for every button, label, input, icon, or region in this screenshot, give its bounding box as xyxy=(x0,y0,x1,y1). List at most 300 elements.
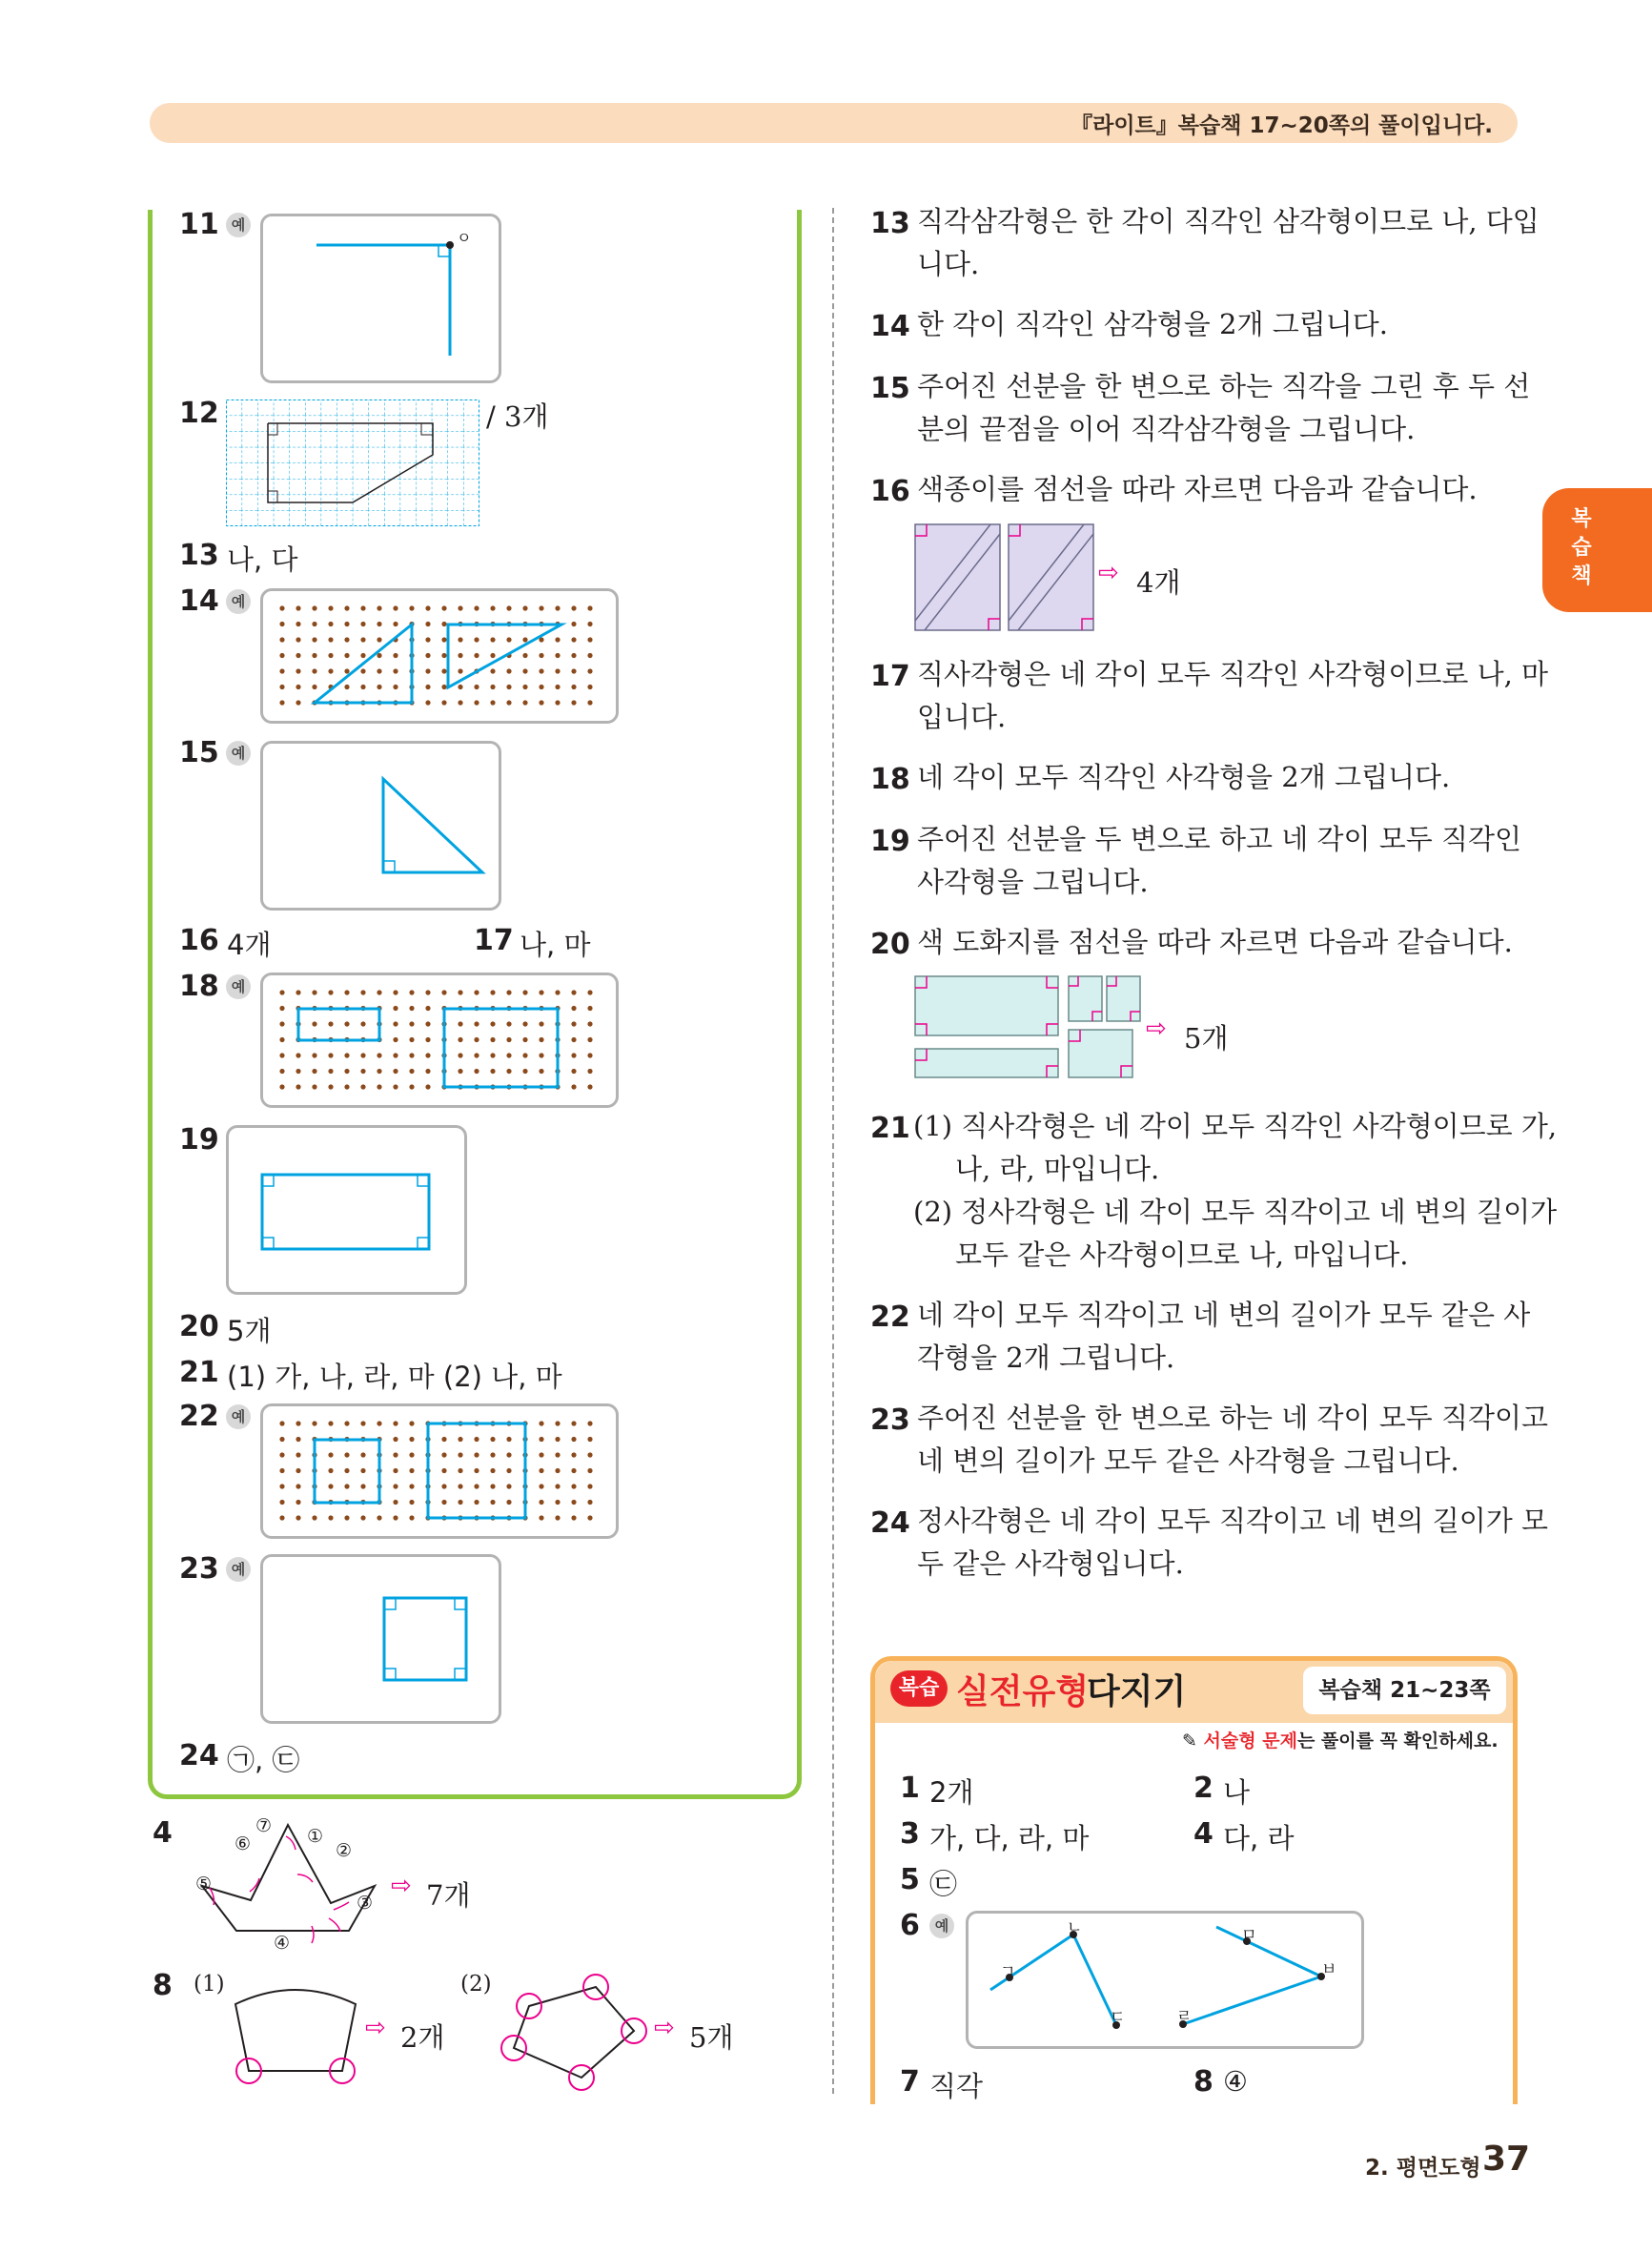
peg-dot xyxy=(377,990,381,994)
peg-dot xyxy=(587,605,592,610)
peg-dot xyxy=(409,1006,414,1011)
peg-dot xyxy=(344,1484,349,1488)
r24-line1: 정사각형은 네 각이 모두 직각이고 네 변의 길이가 모 xyxy=(917,1505,1549,1537)
peg-dot xyxy=(360,685,365,689)
side-tab-label: 복습책 xyxy=(1571,507,1592,588)
peg-dot xyxy=(425,1037,430,1042)
peg-dot xyxy=(571,1421,576,1425)
peg-dot xyxy=(409,1515,414,1520)
peg-dot xyxy=(393,1468,398,1473)
peg-dot xyxy=(360,622,365,626)
peg-dot xyxy=(555,1500,560,1505)
peg-dot xyxy=(587,1021,592,1026)
example-badge: 예 xyxy=(226,974,251,999)
peg-dot xyxy=(393,1053,398,1057)
peg-dot xyxy=(296,1515,300,1520)
peg-dot xyxy=(587,1006,592,1011)
peg-dot xyxy=(506,1452,511,1457)
r17-line2: 입니다. xyxy=(917,701,1007,733)
arrow-icon: ⇨ xyxy=(365,2014,386,2042)
peg-dot xyxy=(328,1484,333,1488)
peg-dot xyxy=(539,1468,543,1473)
peg-dot xyxy=(312,1021,316,1026)
peg-dot xyxy=(279,1084,284,1089)
peg-dot xyxy=(490,668,495,673)
peg-dot xyxy=(539,1053,543,1057)
peg-dot xyxy=(425,1021,430,1026)
review-title-main: 실전유형 xyxy=(956,1672,1090,1711)
peg-dot xyxy=(393,1452,398,1457)
peg-dot xyxy=(474,990,479,994)
peg-dot xyxy=(296,1084,300,1089)
peg-dot xyxy=(587,990,592,994)
r13-number: 13 xyxy=(870,207,910,240)
q23-square xyxy=(263,1557,499,1721)
peg-dot xyxy=(474,605,479,610)
peg-dot xyxy=(312,1053,316,1057)
peg-dot xyxy=(328,622,333,626)
rv-item-answer: 가, 다, 라, 마 xyxy=(929,1822,1090,1854)
peg-dot xyxy=(506,990,511,994)
peg-dot xyxy=(587,1437,592,1442)
peg-dot xyxy=(393,605,398,610)
peg-dot xyxy=(425,685,430,689)
peg-dot xyxy=(587,1500,592,1505)
peg-dot xyxy=(279,990,284,994)
peg-dot xyxy=(425,1006,430,1011)
rv-item-number: 8 xyxy=(1193,2065,1214,2099)
example-badge: 예 xyxy=(226,1404,251,1429)
q4-label-4: ④ xyxy=(274,1933,291,1954)
peg-dot xyxy=(571,1006,576,1011)
peg-dot xyxy=(360,1053,365,1057)
peg-dot xyxy=(571,1452,576,1457)
r22-line2: 각형을 2개 그립니다. xyxy=(917,1342,1175,1374)
q8-number: 8 xyxy=(153,1969,173,2002)
peg-dot xyxy=(587,685,592,689)
peg-dot xyxy=(425,700,430,705)
q17-answer: 나, 마 xyxy=(520,929,591,961)
r23-number: 23 xyxy=(870,1403,910,1437)
peg-dot xyxy=(279,668,284,673)
peg-dot xyxy=(539,990,543,994)
peg-dot xyxy=(360,668,365,673)
peg-dot xyxy=(312,1515,316,1520)
peg-dot xyxy=(377,1515,381,1520)
peg-dot xyxy=(393,1515,398,1520)
r16-cut-paper-figure xyxy=(913,522,1096,632)
peg-dot xyxy=(409,1084,414,1089)
peg-dot xyxy=(279,1500,284,1505)
peg-dot xyxy=(506,1484,511,1488)
peg-dot xyxy=(393,1437,398,1442)
peg-dot xyxy=(474,1500,479,1505)
peg-dot xyxy=(522,637,527,642)
peg-dot xyxy=(393,622,398,626)
peg-dot xyxy=(506,1468,511,1473)
peg-dot xyxy=(279,1515,284,1520)
rv-item-number: 3 xyxy=(900,1817,920,1851)
peg-dot xyxy=(360,1084,365,1089)
q22-pegs xyxy=(279,1421,592,1520)
peg-dot xyxy=(506,1437,511,1442)
peg-dot xyxy=(555,1421,560,1425)
q4-label-5: ⑤ xyxy=(195,1874,213,1895)
peg-dot xyxy=(571,668,576,673)
peg-dot xyxy=(409,605,414,610)
peg-dot xyxy=(328,1069,333,1074)
peg-dot xyxy=(377,622,381,626)
peg-dot xyxy=(571,685,576,689)
q22-pegboard xyxy=(260,1403,619,1539)
peg-dot xyxy=(296,622,300,626)
review-note xyxy=(1182,1727,1499,1752)
peg-dot xyxy=(393,668,398,673)
q19-rectangle xyxy=(229,1128,464,1292)
peg-dot xyxy=(312,653,316,658)
q16-number: 16 xyxy=(179,924,219,957)
peg-dot xyxy=(328,1053,333,1057)
peg-dot xyxy=(587,1515,592,1520)
peg-dot xyxy=(490,653,495,658)
rv-item-answer: 나 xyxy=(1223,1776,1251,1809)
peg-dot xyxy=(279,1037,284,1042)
q18-number: 18 xyxy=(179,970,219,1003)
peg-dot xyxy=(279,605,284,610)
peg-dot xyxy=(441,653,446,658)
peg-dot xyxy=(344,1069,349,1074)
peg-dot xyxy=(506,1053,511,1057)
peg-dot xyxy=(490,1437,495,1442)
peg-dot xyxy=(393,1006,398,1011)
peg-dot xyxy=(571,605,576,610)
q8-part2-figure xyxy=(491,1966,653,2099)
peg-dot xyxy=(328,637,333,642)
rv-q6-label: ㅂ xyxy=(1321,1960,1337,1979)
review-pages: 복습책 21~23쪽 xyxy=(1303,1667,1506,1714)
peg-dot xyxy=(328,605,333,610)
peg-dot xyxy=(360,990,365,994)
q15-figure xyxy=(260,741,501,911)
peg-dot xyxy=(328,1084,333,1089)
peg-dot xyxy=(490,1053,495,1057)
peg-dot xyxy=(458,1053,462,1057)
r24-number: 24 xyxy=(870,1506,910,1540)
peg-dot xyxy=(522,685,527,689)
peg-dot xyxy=(360,1515,365,1520)
r16-line1: 색종이를 점선을 따라 자르면 다음과 같습니다. xyxy=(917,473,1478,505)
rv-q6-label: ㅁ xyxy=(1241,1926,1257,1945)
peg-dot xyxy=(296,668,300,673)
peg-dot xyxy=(587,622,592,626)
q4-label-3: ③ xyxy=(357,1893,374,1914)
peg-dot xyxy=(555,1452,560,1457)
peg-dot xyxy=(506,605,511,610)
peg-dot xyxy=(377,637,381,642)
footer-chapter: 2. 평면도형 xyxy=(1365,2156,1481,2181)
r19-line2: 사각형을 그립니다. xyxy=(917,866,1149,898)
peg-dot xyxy=(344,622,349,626)
peg-dot xyxy=(296,1500,300,1505)
q21-answer: (1) 가, 나, 라, 마 (2) 나, 마 xyxy=(227,1361,562,1393)
peg-dot xyxy=(555,668,560,673)
peg-dot xyxy=(587,1069,592,1074)
peg-dot xyxy=(441,990,446,994)
peg-dot xyxy=(328,1468,333,1473)
rv-item-answer: ④ xyxy=(1223,2065,1248,2098)
review-note-text: 는 풀이를 꼭 확인하세요. xyxy=(1296,1731,1499,1751)
peg-dot xyxy=(441,700,446,705)
peg-dot xyxy=(296,700,300,705)
rv-q6-label: ㄹ xyxy=(1176,2007,1193,2026)
rv-item-number: 4 xyxy=(1193,1817,1214,1851)
arrow-icon: ⇨ xyxy=(1146,1014,1167,1043)
peg-dot xyxy=(458,653,462,658)
rv-item-answer: ㉢ xyxy=(929,1868,958,1900)
peg-dot xyxy=(555,1515,560,1520)
peg-dot xyxy=(344,990,349,994)
peg-dot xyxy=(522,1069,527,1074)
r19-number: 19 xyxy=(870,825,910,858)
peg-dot xyxy=(539,1069,543,1074)
peg-dot xyxy=(555,1484,560,1488)
q8-answer2: 5개 xyxy=(689,2021,734,2054)
peg-dot xyxy=(441,685,446,689)
q14-number: 14 xyxy=(179,584,219,618)
peg-dot xyxy=(522,990,527,994)
peg-dot xyxy=(458,1500,462,1505)
peg-dot xyxy=(587,1053,592,1057)
peg-dot xyxy=(441,1484,446,1488)
peg-dot xyxy=(296,1053,300,1057)
q20-answer: 5개 xyxy=(227,1315,272,1347)
peg-dot xyxy=(279,653,284,658)
peg-dot xyxy=(409,990,414,994)
q4-label-2: ② xyxy=(336,1840,353,1861)
arrow-icon: ⇨ xyxy=(654,2014,675,2042)
peg-dot xyxy=(441,637,446,642)
q4-number: 4 xyxy=(153,1816,173,1850)
peg-dot xyxy=(490,1452,495,1457)
peg-dot xyxy=(458,1468,462,1473)
peg-dot xyxy=(539,653,543,658)
r20-line1: 색 도화지를 점선을 따라 자르면 다음과 같습니다. xyxy=(917,926,1513,958)
peg-dot xyxy=(279,1069,284,1074)
q15-number: 15 xyxy=(179,736,219,769)
peg-dot xyxy=(571,1021,576,1026)
peg-dot xyxy=(296,1484,300,1488)
peg-dot xyxy=(360,1069,365,1074)
peg-dot xyxy=(441,1437,446,1442)
q23-number: 23 xyxy=(179,1552,219,1586)
q23-figure xyxy=(260,1554,501,1724)
peg-dot xyxy=(296,1437,300,1442)
r16-answer: 4개 xyxy=(1136,566,1181,599)
peg-dot xyxy=(474,1468,479,1473)
peg-dot xyxy=(490,1021,495,1026)
q4-answer: 7개 xyxy=(426,1879,471,1912)
r18-line1: 네 각이 모두 직각인 사각형을 2개 그립니다. xyxy=(917,761,1451,793)
peg-dot xyxy=(393,1037,398,1042)
peg-dot xyxy=(279,1452,284,1457)
peg-dot xyxy=(377,1421,381,1425)
peg-dot xyxy=(279,685,284,689)
peg-dot xyxy=(296,605,300,610)
peg-dot xyxy=(279,1421,284,1425)
peg-dot xyxy=(587,700,592,705)
peg-dot xyxy=(279,1053,284,1057)
peg-dot xyxy=(377,1053,381,1057)
peg-dot xyxy=(279,1006,284,1011)
peg-dot xyxy=(328,653,333,658)
peg-dot xyxy=(458,605,462,610)
peg-dot xyxy=(571,637,576,642)
q4-crown-figure xyxy=(191,1812,391,1964)
peg-dot xyxy=(539,1515,543,1520)
peg-dot xyxy=(539,685,543,689)
r20-cut-paper-figure xyxy=(913,974,1144,1081)
peg-dot xyxy=(344,685,349,689)
q22-number: 22 xyxy=(179,1400,219,1433)
peg-dot xyxy=(571,1084,576,1089)
peg-dot xyxy=(393,1021,398,1026)
peg-dot xyxy=(328,1421,333,1425)
peg-dot xyxy=(279,1468,284,1473)
peg-dot xyxy=(587,1421,592,1425)
peg-dot xyxy=(458,1021,462,1026)
q15-right-triangle xyxy=(263,744,499,908)
peg-dot xyxy=(393,1084,398,1089)
peg-dot xyxy=(279,637,284,642)
peg-dot xyxy=(393,653,398,658)
peg-dot xyxy=(328,1452,333,1457)
peg-dot xyxy=(539,1452,543,1457)
peg-dot xyxy=(344,605,349,610)
r23-line2: 네 변의 길이가 모두 같은 사각형을 그립니다. xyxy=(917,1444,1459,1477)
peg-dot xyxy=(312,685,316,689)
peg-dot xyxy=(522,1037,527,1042)
r20-answer: 5개 xyxy=(1184,1022,1229,1055)
q14-pegs xyxy=(279,605,592,705)
peg-dot xyxy=(409,1021,414,1026)
example-badge: 예 xyxy=(929,1914,954,1938)
q14-pegboard xyxy=(260,588,619,724)
q8-part1-figure xyxy=(224,1966,367,2095)
peg-dot xyxy=(587,1452,592,1457)
r14-line1: 한 각이 직각인 삼각형을 2개 그립니다. xyxy=(917,308,1388,340)
peg-dot xyxy=(539,1500,543,1505)
peg-dot xyxy=(328,1515,333,1520)
peg-dot xyxy=(377,1084,381,1089)
peg-dot xyxy=(555,605,560,610)
peg-dot xyxy=(441,1468,446,1473)
q13-answer: 나, 다 xyxy=(227,543,298,576)
peg-dot xyxy=(441,1452,446,1457)
arrow-icon: ⇨ xyxy=(391,1872,412,1900)
q12-answer: / 3개 xyxy=(486,400,549,433)
example-badge: 예 xyxy=(226,589,251,614)
peg-dot xyxy=(571,622,576,626)
q8-part1-label: (1) xyxy=(194,1972,225,1997)
peg-dot xyxy=(344,1053,349,1057)
peg-dot xyxy=(312,668,316,673)
peg-dot xyxy=(506,1500,511,1505)
rv-q6-label: ㄱ xyxy=(1000,1962,1016,1981)
footer-page-number: 37 xyxy=(1482,2140,1531,2179)
peg-dot xyxy=(425,637,430,642)
peg-dot xyxy=(587,1484,592,1488)
q4-label-6: ⑥ xyxy=(235,1833,252,1854)
q11-figure xyxy=(260,214,501,383)
q17-number: 17 xyxy=(474,924,514,957)
peg-dot xyxy=(458,1484,462,1488)
peg-dot xyxy=(539,1037,543,1042)
peg-dot xyxy=(409,1037,414,1042)
peg-dot xyxy=(360,653,365,658)
peg-dot xyxy=(587,653,592,658)
peg-dot xyxy=(344,1452,349,1457)
review-title-sub: 다지기 xyxy=(1087,1672,1187,1711)
r19-line1: 주어진 선분을 두 변으로 하고 네 각이 모두 직각인 xyxy=(917,823,1522,855)
peg-dot xyxy=(360,605,365,610)
peg-dot xyxy=(474,1053,479,1057)
r17-line1: 직사각형은 네 각이 모두 직각인 사각형이므로 나, 마 xyxy=(917,658,1549,690)
peg-dot xyxy=(409,1421,414,1425)
q11-number: 11 xyxy=(179,208,219,241)
peg-dot xyxy=(571,700,576,705)
peg-dot xyxy=(506,637,511,642)
peg-dot xyxy=(296,1421,300,1425)
r21-number: 21 xyxy=(870,1112,910,1145)
peg-dot xyxy=(506,1021,511,1026)
peg-dot xyxy=(312,990,316,994)
peg-dot xyxy=(344,668,349,673)
peg-dot xyxy=(425,622,430,626)
rv-item-number: 7 xyxy=(900,2065,920,2099)
peg-dot xyxy=(377,605,381,610)
rv-item-answer: 2개 xyxy=(929,1776,974,1809)
q8-answer1: 2개 xyxy=(400,2021,445,2054)
r15-line1: 주어진 선분을 한 변으로 하는 직각을 그린 후 두 선 xyxy=(917,370,1531,402)
peg-dot xyxy=(425,1069,430,1074)
peg-dot xyxy=(458,685,462,689)
peg-dot xyxy=(328,668,333,673)
peg-dot xyxy=(539,668,543,673)
peg-dot xyxy=(539,1437,543,1442)
peg-dot xyxy=(441,605,446,610)
q13-number: 13 xyxy=(179,539,219,572)
peg-dot xyxy=(344,637,349,642)
peg-dot xyxy=(506,668,511,673)
peg-dot xyxy=(555,1468,560,1473)
peg-dot xyxy=(571,1484,576,1488)
peg-dot xyxy=(490,1500,495,1505)
peg-dot xyxy=(571,990,576,994)
arrow-icon: ⇨ xyxy=(1098,559,1119,587)
peg-dot xyxy=(539,1421,543,1425)
r15-number: 15 xyxy=(870,372,910,405)
peg-dot xyxy=(409,1452,414,1457)
peg-dot xyxy=(328,1021,333,1026)
peg-dot xyxy=(490,1069,495,1074)
rv-item-number: 1 xyxy=(900,1772,920,1805)
peg-dot xyxy=(555,1437,560,1442)
q21-number: 21 xyxy=(179,1356,219,1389)
q18-pegboard xyxy=(260,973,619,1108)
peg-dot xyxy=(490,1484,495,1488)
peg-dot xyxy=(490,637,495,642)
example-badge: 예 xyxy=(226,213,251,237)
